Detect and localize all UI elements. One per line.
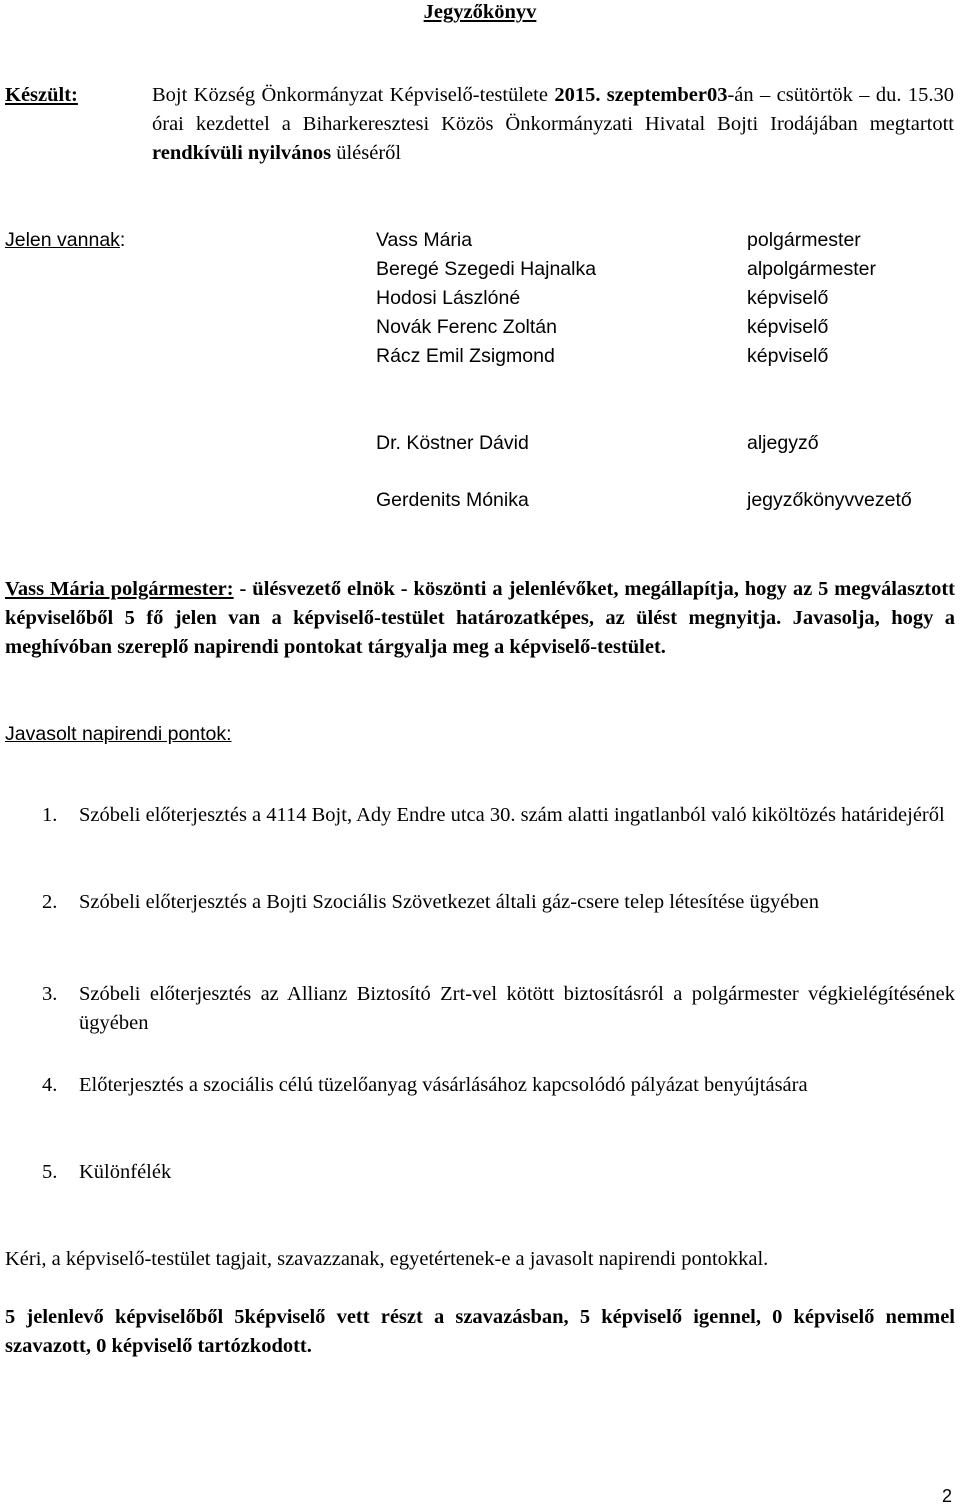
agenda-item-text: Előterjesztés a szociális célú tüzelőanyag vásárlásához kapcsolódó pályázat benyújtására	[79, 1074, 808, 1096]
vote-result: 5 jelenlevő képviselőből 5képviselő vett részt a szavazásban, 5 képviselő igennel, 0 képviselő nemmel szavazott, 0 képviselő tartózkodott.	[5, 1306, 955, 1357]
keszult-text-part: 2015. szeptember03	[554, 84, 728, 106]
member-name: Vass Mária	[376, 229, 473, 251]
agenda-item-number: 5.	[42, 1161, 58, 1183]
member-role: képviselő	[747, 287, 829, 309]
other-name: Gerdenits Mónika	[376, 489, 529, 511]
opening-paragraph	[5, 575, 955, 662]
jelen-label-colon: :	[119, 229, 126, 251]
opening-speaker: Vass Mária polgármester:	[5, 578, 234, 600]
other-role: aljegyző	[747, 432, 819, 454]
document-title: Jegyzőkönyv	[423, 1, 537, 23]
vote-request: Kéri, a képviselő-testület tagjait, szavazzanak, egyetértenek-e a javasolt napirendi pontokkal.	[5, 1248, 769, 1270]
keszult-text-part: üléséről	[331, 142, 402, 164]
jelen-label: Jelen vannak	[5, 229, 120, 251]
member-role: képviselő	[747, 345, 829, 367]
agenda-item-number: 3.	[42, 983, 58, 1005]
member-role: alpolgármester	[747, 258, 876, 280]
agenda-item-number: 1.	[42, 804, 58, 826]
opening-text: - ülésvezető elnök - köszönti a jelenlévőket, megállapítja, hogy az 5 megválasztott képviselőből 5 fő jelen van a képviselő-testület határozatképes, az ülést megnyitja. Javasolja, hogy a meghívóban szereplő napirendi pontokat tárgyalja meg a képviselő-testület.	[5, 578, 955, 658]
member-name: Hodosi Lászlóné	[376, 287, 521, 309]
agenda-item-text: Szóbeli előterjesztés a 4114 Bojt, Ady Endre utca 30. szám alatti ingatlanból való kiköltözés határidejéről	[79, 804, 945, 826]
member-name: Beregé Szegedi Hajnalka	[376, 258, 597, 280]
member-name: Rácz Emil Zsigmond	[376, 345, 555, 367]
keszult-text-part: rendkívüli nyilvános	[152, 142, 332, 164]
page-number: 2	[942, 1486, 953, 1506]
keszult-text-part: -án – csütörtök – du. 15.30 órai kezdettel a Biharkeresztesi Közös Önkormányzati Hivatal Bojti Irodájában megtartott	[152, 84, 954, 135]
keszult-text	[152, 81, 954, 168]
agenda-heading: Javasolt napirendi pontok:	[5, 723, 232, 745]
agenda-item-number: 2.	[42, 891, 58, 913]
other-name: Dr. Köstner Dávid	[376, 432, 529, 454]
member-name: Novák Ferenc Zoltán	[376, 316, 557, 338]
jelen-label-wrap	[5, 228, 125, 252]
keszult-label: Készült:	[5, 84, 78, 106]
agenda-item-text: Szóbeli előterjesztés az Allianz Biztosító Zrt-vel kötött biztosításról a polgármester végkielégítésének ügyében	[79, 983, 955, 1034]
keszult-text-part: Bojt Község Önkormányzat Képviselő-testülete	[152, 84, 555, 106]
member-role: képviselő	[747, 316, 829, 338]
other-role: jegyzőkönyvvezető	[747, 489, 912, 511]
agenda-item-number: 4.	[42, 1074, 58, 1096]
agenda-item-text: Különfélék	[79, 1161, 172, 1183]
agenda-item-text: Szóbeli előterjesztés a Bojti Szociális Szövetkezet általi gáz-csere telep létesítése ügyében	[79, 891, 819, 913]
member-role: polgármester	[747, 229, 861, 251]
